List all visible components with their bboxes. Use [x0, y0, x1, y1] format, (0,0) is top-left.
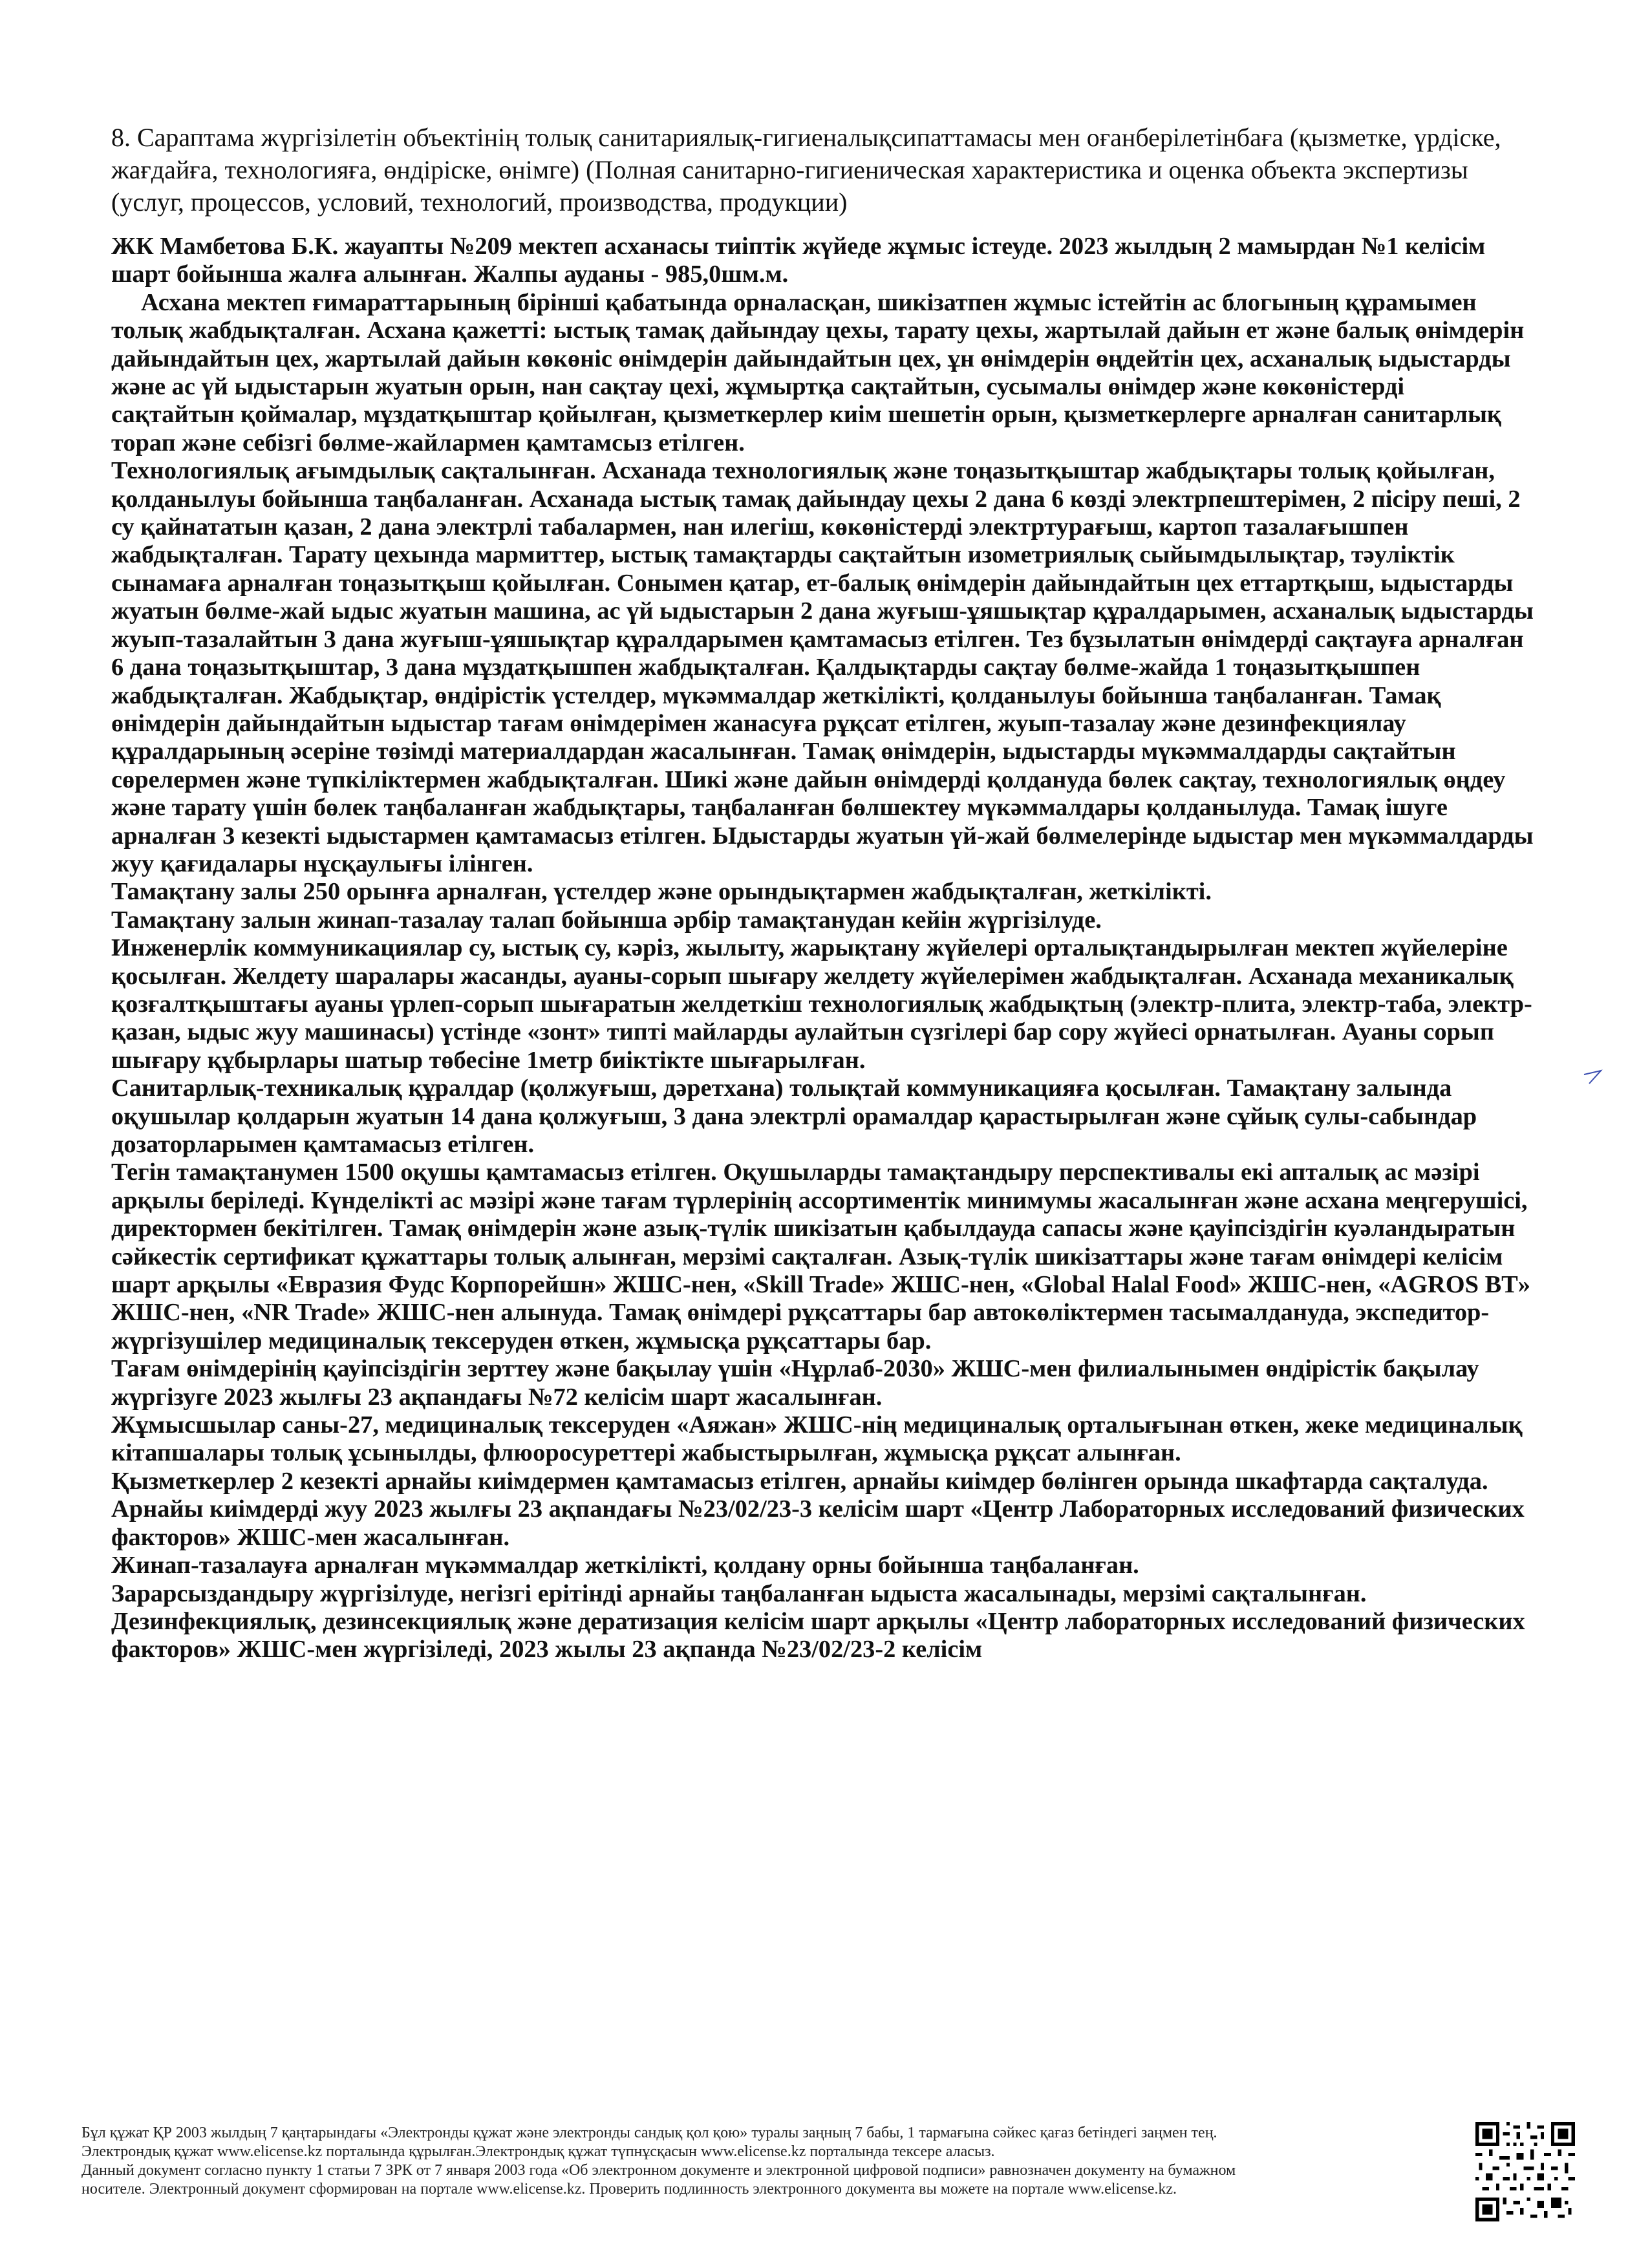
footer-line: Данный документ согласно пункту 1 статьи 7 ЗРК от 7 января 2003 года «Об электронном документе и электронной цифровой подписи» равнозначен документу на бумажном [81, 2162, 1236, 2179]
paragraph-engineering: Инженерлік коммуникациялар су, ыстық су, кәріз, жылыту, жарықтану жүйелері орталықтандырылған мектеп жүйелеріне қосылған. Желдету шаралары жасанды, ауаны-сорып шығару желдету жүйелерімен жабдықталған. Асханада механикалық қозғалтқыштағы ауаны үрлеп-сорып шығаратын желдеткіш технологиялық жабдықтың (электр-плита, электр-таба, электр-қазан, ыдыс жуу машинасы) үстінде «зонт» типті майларды аулайтын сүзгілері бар сору жүйесі орнатылған. Ауаны сорып шығару құбырлары шатыр төбесіне 1метр биіктікте шығарылған. [111, 934, 1532, 1074]
paragraph-cleaning-hall: Тамақтану залын жинап-тазалау талап бойынша әрбір тамақтанудан кейін жүргізілуде. [111, 906, 1102, 934]
paragraph-nutrition: Тегін тамақтанумен 1500 оқушы қамтамасыз етілген. Оқушыларды тамақтандыру перспективалы екі апталық ас мәзірі арқылы беріледі. Күнделікті ас мәзірі және тағам түрлерінің ассортиментік минимумы жасалынған және асхана меңгерушісі, директормен бекітілген. Тамақ өнімдерін және азық-түлік шикізатын қабылдауда сапасы және қауіпсіздігін куәландыратын сәйкестік сертификат құжаттары толық алынған, мерзімі сақталған. Азық-түлік шикізаттары және тағам өнімдері келісім шарт арқылы «Евразия Фудс Корпорейшн» ЖШС-нен, «Skill Trade» ЖШС-нен, «Global Halal Food» ЖШС-нен, «AGROS BT» ЖШС-нен, «NR Trade» ЖШС-нен алынуда. Тамақ өнімдері рұқсаттары бар автокөліктермен тасымалдануда, экспедитор-жүргізушілер медициналық тексеруден өткен, жұмысқа рұқсаттары бар. [111, 1159, 1530, 1354]
footer-legal-notice [81, 2124, 1413, 2199]
paragraph-staff: Жұмысшылар саны-27, медициналық тексеруден «Аяжан» ЖШС-нің медициналық орталығынан өткен, жеке медициналық кітапшалары толық ұсынылды, флюоросуреттері жабыстырылған, жұмысқа рұқсат алынған. [111, 1411, 1523, 1467]
paragraph-sanitary: Санитарлық-техникалық құралдар (қолжуғыш, дәретхана) толықтай коммуникацияға қосылған. Тамақтану залында оқушылар қолдарын жуатын 14 дана қолжуғыш, 3 дана электрлі орамалдар қарастырылған және сұйық сулы-сабындар дозаторларымен қамтамасыз етілген. [111, 1075, 1477, 1158]
paragraph-workwear: Қызметкерлер 2 кезекті арнайы киімдермен қамтамасыз етілген, арнайы киімдер бөлінген орында шкафтарда сақталуда. Арнайы киімдерді жуу 2023 жылғы 23 ақпандағы №23/02/23-3 келісім шарт «Центр Лабораторных исследований физических факторов» ЖШС-мен жасалынған. [111, 1467, 1525, 1551]
paragraph-cleaning-inventory: Жинап-тазалауға арналған мүкәммалдар жеткілікті, қолдану орны бойынша таңбаланған. [111, 1552, 1139, 1579]
pen-mark [1583, 1067, 1609, 1086]
qr-code-icon [1475, 2122, 1575, 2221]
paragraph-equipment: Технологиялық ағымдылық сақталынған. Асханада технологиялық және тоңазытқыштар жабдықтары толық қойылған, қолданылуы бойынша таңбаланған. Асханада ыстық тамақ дайындау цехы 2 дана 6 көзді электрпештерімен, 2 пісіру пеші, 2 су қайнататын қазан, 2 дана электрлі табалармен, нан илегіш, көкөністерді электртурағыш, картоп тазалағышпен жабдықталған. Тарату цехында мармиттер, ыстық тамақтарды сақтайтын изометриялық сыйымдылықтар, тәуліктік сынамаға арналған тоңазытқыш қойылған. Сонымен қатар, ет-балық өнімдерін дайындайтын цех еттартқыш, ыдыстарды жуатын бөлме-жай ыдыс жуатын машина, ас үй ыдыстарын 2 дана жуғыш-ұяшықтар құралдарымен, асханалық ыдыстарды жуып-тазалайтын 3 дана жуғыш-ұяшықтар құралдарымен қамтамасыз етілген. Тез бұзылатын өнімдерді сақтауға арналған 6 дана тоңазытқыштар, 3 дана мұздатқышпен жабдықталған. Қалдықтарды сақтау бөлме-жайда 1 тоңазытқышпен жабдықталған. Жабдықтар, өндірістік үстелдер, мүкәммалдар жеткілікті, қолданылуы бойынша таңбаланған. Тамақ өнімдерін дайындайтын ыдыстар тағам өнімдерімен жанасуға рұқсат етілген, жуып-тазалау және дезинфекциялау құралдарының әсеріне төзімді материалдардан жасалынған. Тамақ өнімдерін, ыдыстарды мүкәммалдарды сақтайтын сөрелермен және түпкіліктермен жабдықталған. Шикі және дайын өнімдерді қолдануда бөлек сақтау, технологиялық өңдеу және тарату үшін бөлек таңбаланған жабдықтары, таңбаланған бөлшектеу мүкәммалдары қолданылуда. Тамақ ішуге арналған 3 кезекті ыдыстармен қамтамасыз етілген. Ыдыстарды жуатын үй-жай бөлмелерінде ыдыстар мен мүкәммалдарды жуу қағидалары нұсқаулығы ілінген. [111, 457, 1534, 877]
document-body [111, 233, 1534, 1664]
paragraph-premises: Асхана мектеп ғимараттарының бірінші қабатында орналасқан, шикізатпен жұмыс істейтін ас блогының құрамымен толық жабдықталған. Асхана қажетті: ыстық тамақ дайындау цехы, тарату цехы, жартылай дайын ет және балық өнімдерін дайындайтын цех, жартылай дайын көкөніс өнімдерін дайындайтын цех, ұн өнімдерін өңдейтін цех, асханалық ыдыстарды және ас үй ыдыстарын жуатын орын, нан сақтау цехі, жұмыртқа сақтайтын, сусымалы өнімдер және көкөністерді сақтайтын қоймалар, мұздатқыштар қойылған, қызметкерлер киім шешетін орын, қызметкерлерге арналған санитарлық торап және себізгі бөлме-жайлармен қамтамсыз етілген. [111, 288, 1525, 456]
paragraph-lab-control: Тағам өнімдерінің қауіпсіздігін зерттеу және бақылау үшін «Нұрлаб-2030» ЖШС-мен филиалынымен өндірістік бақылау жүргізуге 2023 жылғы 23 ақпандағы №72 келісім шарт жасалынған. [111, 1355, 1479, 1411]
footer-line: Бұл құжат ҚР 2003 жылдың 7 қаңтарындағы «Электронды құжат және электронды сандық қол қою» туралы заңның 7 бабы, 1 тармағына сәйкес қағаз бетіндегі заңмен тең. [81, 2124, 1217, 2141]
section-heading: 8. Сараптама жүргізілетін объектінің толық санитариялық-гигиеналықсипаттамасы мен оғанберілетінбаға (қызметке, үрдіске, жағдайға, технологияға, өндіріске, өнімге) (Полная санитарно-гигиеническая характеристика и оценка объекта экспертизы (услуг, процессов, условий, технологий, производства, продукции) [111, 123, 1501, 217]
paragraph-pest-control: Дезинфекциялық, дезинсекциялық және дератизация келісім шарт арқылы «Центр лабораторных исследований физических факторов» ЖШС-мен жүргізіледі, 2023 жылы 23 ақпанда №23/02/23-2 келісім [111, 1607, 1525, 1664]
paragraph-disinfection: Зарарсыздандыру жүргізілуде, негізгі ерітінді арнайы таңбаланған ыдыста жасалынады, мерзімі сақталынған. [111, 1579, 1367, 1607]
paragraph-dining-hall: Тамақтану залы 250 орынға арналған, үстелдер және орындықтармен жабдықталған, жеткілікті. [111, 878, 1212, 906]
paragraph-operator-info: ЖК Мамбетова Б.К. жауапты №209 мектеп асханасы тиіптік жүйеде жұмыс істеуде. 2023 жылдың 2 мамырдан №1 келісім шарт бойынша жалға алынған. Жалпы ауданы - 985,0шм.м. [111, 233, 1486, 288]
footer-line: Электрондық құжат www.elicense.kz порталында құрылған.Электрондық құжат түпнұсқасын www.elicense.kz порталында тексере аласыз. [81, 2143, 995, 2160]
footer-line: носителе. Электронный документ сформирован на портале www.elicense.kz. Проверить подлинность электронного документа вы можете на портале www.elicense.kz. [81, 2181, 1177, 2198]
